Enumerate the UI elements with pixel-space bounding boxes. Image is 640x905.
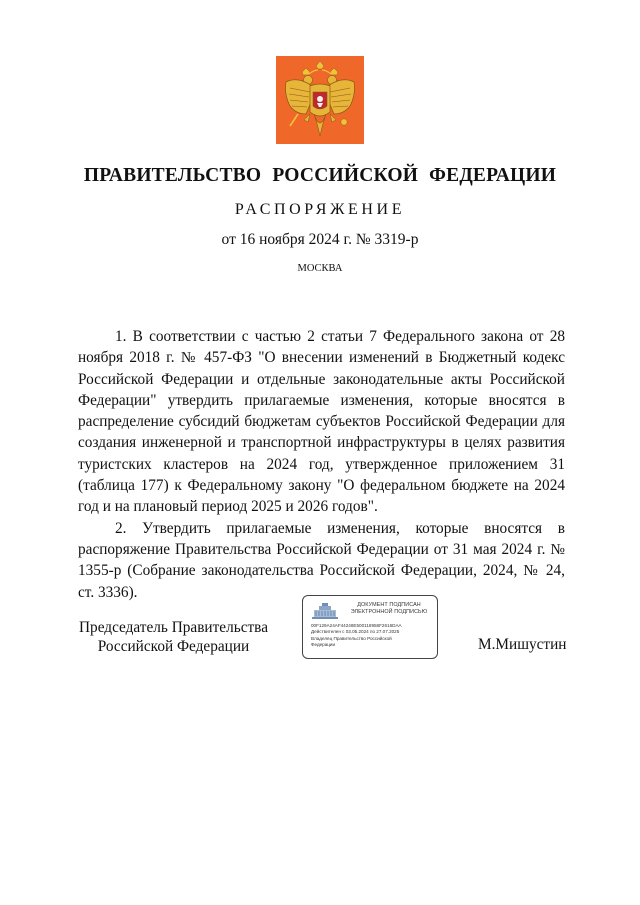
document-date-number: от 16 ноября 2024 г. № 3319-р [221,231,419,248]
signatory-position [76,618,271,656]
stamp-owner-line2: Федерации [311,641,336,647]
electronic-signature-stamp [302,595,438,659]
signatory-name: М.Мишустин [478,636,567,653]
stamp-details [311,623,435,648]
paragraph-2: 2. Утвердить прилагаемые изменения, которые вносятся в распоряжение Правительства Российской Федерации от 31 мая 2024 г. № 1355-р (Собрание законодательства Российской Федерации, 2024, № 24, ст. 3336). [78,519,565,601]
government-building-icon [311,602,339,620]
stamp-validity: Действителен с 03.05.2024 по 27.07.2025 [311,629,400,635]
stamp-certificate: 00F129A24AF44248E500118958F2616DAA [311,623,402,628]
signatory-position-line2: Российской Федерации [97,638,250,655]
document-city: МОСКВА [297,263,343,274]
government-title: ПРАВИТЕЛЬСТВО РОССИЙСКОЙ ФЕДЕРАЦИИ [83,165,557,186]
stamp-title-line1: ДОКУМЕНТ ПОДПИСАН [357,602,421,608]
stamp-owner-line1: Владелец Правительство Российской [311,635,392,641]
stamp-title-line2: ЭЛЕКТРОННОЙ ПОДПИСЬЮ [350,609,428,615]
document-type: РАСПОРЯЖЕНИЕ [234,201,406,218]
coat-of-arms-icon [276,56,364,144]
paragraph-1: 1. В соответствии с частью 2 статьи 7 Федерального закона от 28 ноября 2018 г. № 457-ФЗ "О внесении изменений в Бюджетный кодекс Российской Федерации и отдельные законодательные акты Российской Федерации" утвердить прилагаемые изменения, которые вносятся в распределение субсидий бюджетам субъектов Российской Федерации для создания инженерной и транспортной инфраструктуры в целях развития туристских кластеров на 2024 год, утвержденное приложением 31 (таблица 177) к Федеральному закону "О федеральном бюджете на 2024 год и на плановый период 2025 и 2026 годов". [78,328,565,516]
stamp-title [343,602,435,616]
document-body [78,326,565,603]
signatory-position-line1: Председатель Правительства [79,619,268,636]
